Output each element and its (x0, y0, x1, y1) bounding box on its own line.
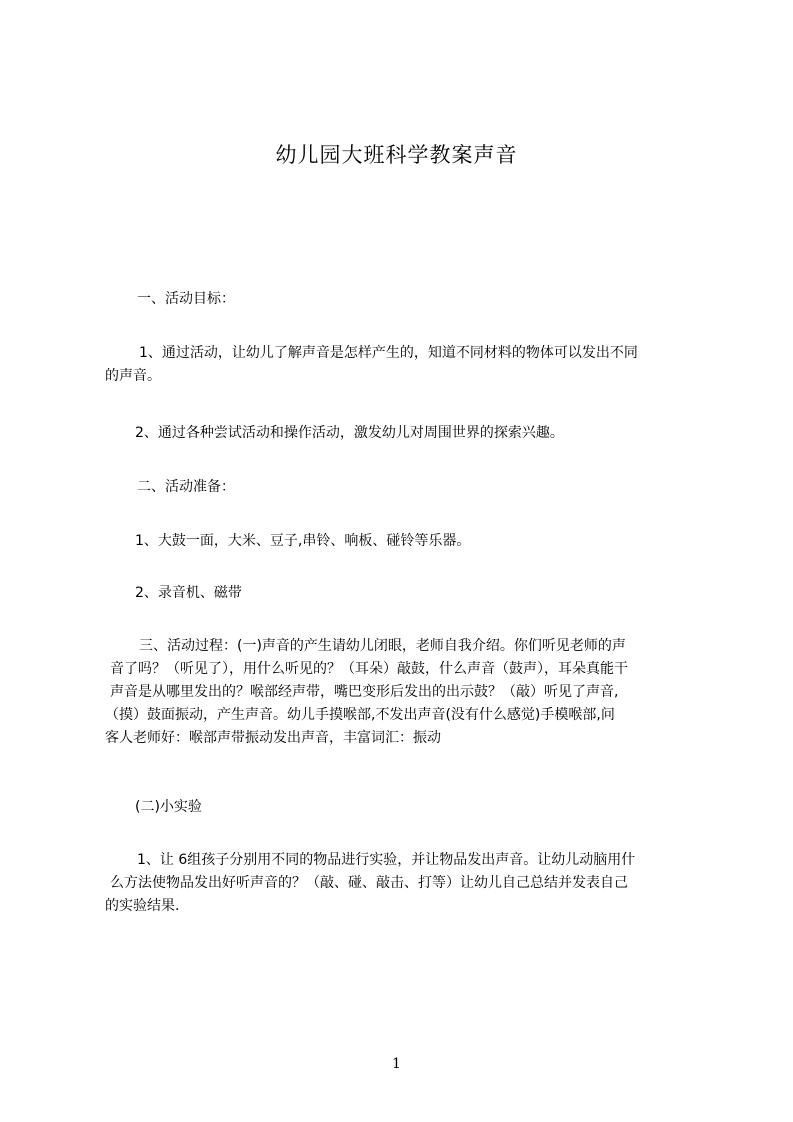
section-process (105, 635, 695, 750)
text-line: 客人老师好：喉部声带振动发出声音，丰富词汇：振动 (105, 730, 441, 746)
text-line: 么方法使物品发出好听声音的？（敲、碰、敲击、打等）让幼儿自己总结并发表自己 (110, 875, 628, 891)
section-heading-goals (105, 288, 695, 311)
page-title: 幼儿园大班科学教案声音 (275, 143, 518, 167)
text-line: 声音是从哪里发出的？喉部经声带，嘴巴变形后发出的出示鼓？（敲）听见了声音, (110, 684, 619, 700)
text-line: 的实验结果. (105, 898, 180, 914)
text-line: (二)小实验 (135, 799, 202, 815)
goal-item-1 (105, 342, 695, 388)
text-line: 三、活动过程：(一)声音的产生请幼儿闭眼，老师自我介绍。你们听见老师的声 (139, 638, 626, 654)
preparation-item-1 (105, 530, 695, 553)
section-heading-experiment (105, 796, 695, 819)
experiment-item-1 (105, 849, 695, 918)
text-line: 一、活动目标： (137, 291, 235, 307)
text-line: 2、通过各种尝试活动和操作活动，激发幼儿对周围世界的探索兴趣。 (135, 425, 564, 441)
text-line: 二、活动准备： (137, 479, 235, 495)
section-heading-preparation (105, 476, 695, 499)
text-line: 的声音。 (105, 368, 161, 384)
preparation-item-2 (105, 582, 695, 605)
page-number: 1 (392, 1056, 401, 1072)
text-line: 音了吗？（听见了），用什么听见的？（耳朵）敲鼓，什么声音（鼓声），耳朵真能干 (110, 661, 628, 677)
text-line: 1、让 6组孩子分别用不同的物品进行实验，并让物品发出声音。让幼儿动脑用什 (137, 852, 636, 868)
text-line: 1、大鼓一面，大米、豆子,串铃、响板、碰铃等乐器。 (135, 533, 471, 549)
text-line: （摸）鼓面振动，产生声音。幼儿手摸喉部,不发出声音(没有什么感觉)手模喉部,问 (105, 707, 615, 723)
text-line: 2、录音机、磁带 (135, 585, 242, 601)
text-line: 1、通过活动，让幼儿了解声音是怎样产生的，知道不同材料的物体可以发出不同 (139, 345, 638, 361)
goal-item-2 (105, 422, 695, 445)
